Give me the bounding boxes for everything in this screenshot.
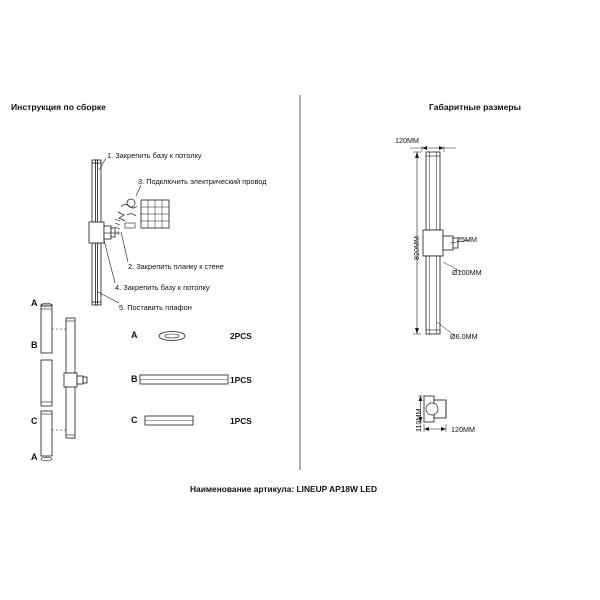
dimension-side-height: 110MM	[414, 408, 423, 432]
part-qty-b: 1PCS	[230, 375, 252, 385]
dimension-diameter-100: Ø100MM	[452, 268, 482, 277]
section-header-assembly: Инструкция по сборке	[11, 102, 106, 112]
assembly-step-1: 1. Закрепить базу к потолку	[107, 151, 202, 160]
assembly-step-4: 4. Закрепить базу к потолку	[115, 283, 210, 292]
assembly-step-2: 2. Закрепить планку к стене	[128, 262, 224, 271]
part-letter-a: A	[131, 330, 138, 340]
article-name-footer: Наименование артикула: LINEUP AP18W LED	[190, 484, 378, 494]
dimension-diameter-60: Ø6.0MM	[450, 332, 478, 341]
exploded-label-a-bottom: A	[31, 452, 38, 462]
exploded-label-b: B	[31, 340, 38, 350]
part-letter-c: C	[131, 415, 138, 425]
exploded-label-c: C	[31, 416, 38, 426]
section-header-dimensions: Габаритные размеры	[429, 102, 521, 112]
dimension-width-top: 120MM	[395, 136, 419, 145]
part-letter-b: B	[131, 374, 138, 384]
exploded-label-a-top: A	[31, 298, 38, 308]
assembly-step-3: 3. Подключить электрический провод	[138, 177, 267, 186]
assembly-step-5: 5. Поставить плафон	[119, 303, 192, 312]
dimension-height-total: 820MM	[412, 236, 421, 260]
part-qty-c: 1PCS	[230, 416, 252, 426]
part-qty-a: 2PCS	[230, 331, 252, 341]
dimension-side-width: 120MM	[451, 425, 475, 434]
dimension-depth-25: 25MM	[457, 235, 477, 244]
